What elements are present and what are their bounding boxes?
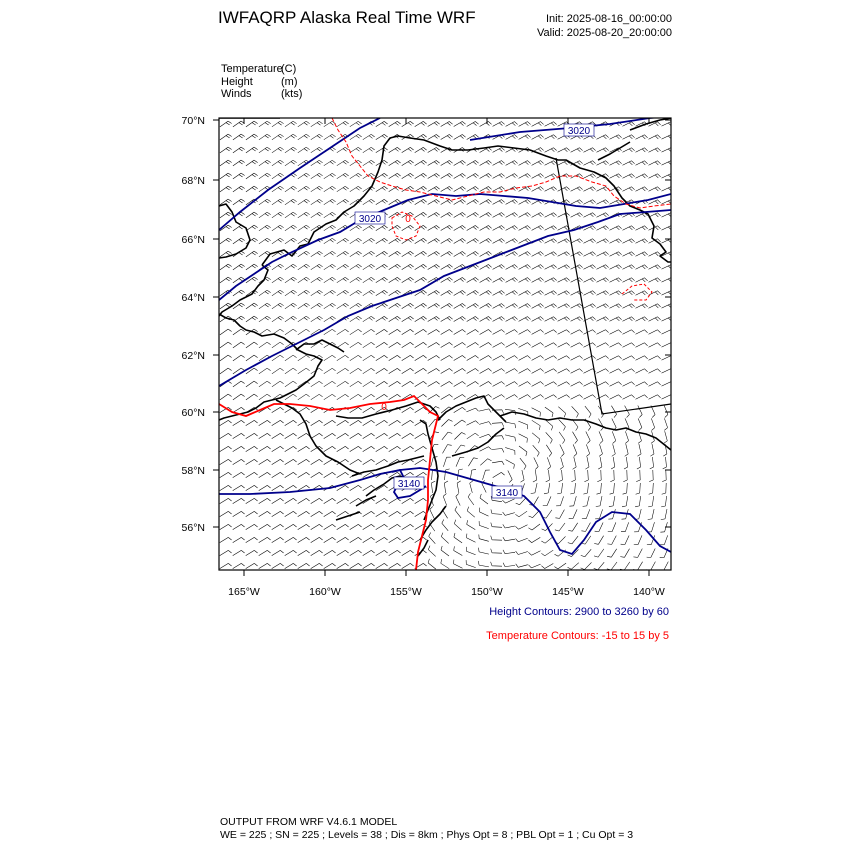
lat-label-62: 62°N <box>181 350 205 362</box>
lon-label-160: 160°W <box>309 586 341 598</box>
lat-label-60: 60°N <box>181 407 205 419</box>
latitude-labels <box>182 115 205 534</box>
lon-label-140: 140°W <box>633 586 665 598</box>
plot-title: IWFAQRP Alaska Real Time WRF <box>218 8 476 27</box>
temperature-contour-labels <box>381 214 411 413</box>
height-contour-legend: Height Contours: 2900 to 3260 by 60 <box>489 606 669 618</box>
temperature-contour-legend: Temperature Contours: -15 to 15 by 5 <box>486 630 669 642</box>
height-label-3140b: 3140 <box>495 488 519 499</box>
lat-label-70: 70°N <box>181 115 205 127</box>
height-label-3140a: 3140 <box>397 479 421 490</box>
wind-barbs <box>220 121 674 570</box>
height-label-3020a: 3020 <box>567 126 591 137</box>
lon-label-165: 165°W <box>228 586 260 598</box>
temp-label-0a: 0 <box>381 402 387 413</box>
wind-barb-field <box>220 121 674 570</box>
international-border <box>556 158 671 414</box>
model-info <box>220 816 633 841</box>
field-winds: Winds (kts) <box>221 88 303 100</box>
longitude-labels <box>228 586 665 598</box>
lon-label-145: 145°W <box>552 586 584 598</box>
field-temperature: Temperature(C) <box>221 63 297 75</box>
temp-label-0b: 0 <box>405 214 411 225</box>
lon-label-155: 155°W <box>390 586 422 598</box>
height-contour-labels <box>355 124 594 499</box>
valid-time: Valid: 2025-08-20_20:00:00 <box>537 27 672 39</box>
model-version: OUTPUT FROM WRF V4.6.1 MODEL <box>220 816 398 828</box>
lat-label-58: 58°N <box>181 465 205 477</box>
lon-label-150: 150°W <box>471 586 503 598</box>
field-height: Height (m) <box>221 75 298 88</box>
lat-label-68: 68°N <box>181 175 205 187</box>
init-time: Init: 2025-08-16_00:00:00 <box>546 13 672 25</box>
lat-label-64: 64°N <box>181 292 205 304</box>
lat-label-66: 66°N <box>181 234 205 246</box>
model-settings: WE = 225 ; SN = 225 ; Levels = 38 ; Dis = 8km ; Phys Opt = 8 ; PBL Opt = 1 ; Cu Opt = 3 <box>220 828 634 841</box>
coastline <box>219 118 671 556</box>
lat-label-56: 56°N <box>181 522 205 534</box>
height-label-3020b: 3020 <box>358 214 382 225</box>
